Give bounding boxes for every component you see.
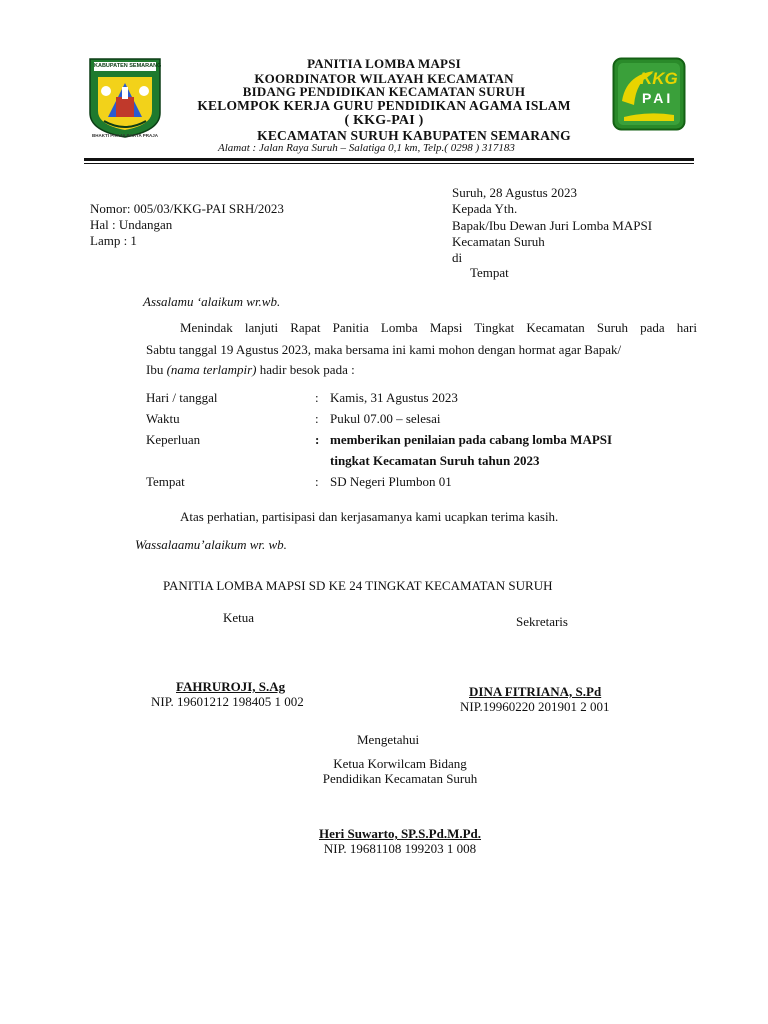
paragraph-line-2: Sabtu tanggal 19 Agustus 2023, maka bersama ini kami mohon dengan hormat agar Bapak/ xyxy=(146,342,622,357)
detail-label-place: Tempat xyxy=(146,474,185,489)
recipient-place: Kecamatan Suruh xyxy=(452,234,545,249)
head-title-1: Ketua Korwilcam Bidang xyxy=(333,756,467,771)
recipient-tempat: Tempat xyxy=(470,265,509,280)
acknowledge-label: Mengetahui xyxy=(357,732,420,747)
logo-kkg-text: KKG xyxy=(640,69,678,88)
paragraph-line-3-italic: (nama terlampir) xyxy=(166,362,257,377)
committee-title: PANITIA LOMBA MAPSI SD KE 24 TINGKAT KECAMATAN SURUH xyxy=(163,578,553,593)
detail-colon-purpose: : xyxy=(315,432,320,447)
detail-colon-time: : xyxy=(315,411,319,426)
letterhead-line-5: ( KKG-PAI ) xyxy=(344,113,424,128)
head-title-2: Pendidikan Kecamatan Suruh xyxy=(322,771,478,786)
letter-number: Nomor: 005/03/KKG-PAI SRH/2023 xyxy=(90,201,284,216)
letter-date: Suruh, 28 Agustus 2023 xyxy=(452,185,577,200)
paragraph-line-3-start: Ibu xyxy=(146,362,167,377)
detail-colon-place: : xyxy=(315,474,319,489)
detail-colon-day: : xyxy=(315,390,319,405)
detail-value-place: SD Negeri Plumbon 01 xyxy=(330,474,452,489)
closing-salam: Wassalaamu’alaikum wr. wb. xyxy=(135,537,287,552)
head-nip: NIP. 19681108 199203 1 008 xyxy=(323,841,477,856)
detail-value-purpose-2: tingkat Kecamatan Suruh tahun 2023 xyxy=(330,453,540,468)
detail-label-time: Waktu xyxy=(146,411,180,426)
recipient-name: Bapak/Ibu Dewan Juri Lomba MAPSI xyxy=(452,218,653,233)
chair-nip: NIP. 19601212 198405 1 002 xyxy=(151,694,304,709)
paragraph-line-3 xyxy=(146,362,355,378)
detail-label-day: Hari / tanggal xyxy=(146,390,218,405)
logo-top-text: KABUPATEN SEMARANG xyxy=(94,63,162,69)
letterhead-line-4: KELOMPOK KERJA GURU PENDIDIKAN AGAMA ISLAM xyxy=(197,98,571,113)
letterhead-divider-thin xyxy=(84,163,694,164)
letterhead-divider xyxy=(84,158,694,161)
greeting: Assalamu ‘alaikum wr.wb. xyxy=(143,294,281,309)
detail-value-day: Kamis, 31 Agustus 2023 xyxy=(330,390,458,405)
chair-title: Ketua xyxy=(223,610,255,625)
secretary-title: Sekretaris xyxy=(516,614,568,629)
letter-attachment: Lamp : 1 xyxy=(90,233,137,248)
recipient-label: Kepada Yth. xyxy=(452,201,518,216)
head-name: Heri Suwarto, SP.S.Pd.M.Pd. xyxy=(318,826,482,841)
letterhead-line-6: KECAMATAN SURUH KABUPATEN SEMARANG xyxy=(257,128,571,143)
detail-value-time: Pukul 07.00 – selesai xyxy=(330,411,441,426)
paragraph-line-3-end: hadir besok pada : xyxy=(256,362,355,377)
detail-label-purpose: Keperluan xyxy=(146,432,201,447)
letterhead-address: Alamat : Jalan Raya Suruh – Salatiga 0,1 km, Telp.( 0298 ) 317183 xyxy=(218,142,515,154)
letterhead-line-2: KOORDINATOR WILAYAH KECAMATAN xyxy=(254,71,514,86)
paragraph-line-1: Menindak lanjuti Rapat Panitia Lomba Mapsi Tingkat Kecamatan Suruh pada hari xyxy=(180,320,697,335)
logo-motto: BHAKTI PRAJA SARTA PRAJA xyxy=(91,133,159,138)
closing-text: Atas perhatian, partisipasi dan kerjasamanya kami ucapkan terima kasih. xyxy=(180,509,559,524)
secretary-name: DINA FITRIANA, S.Pd xyxy=(469,684,602,699)
letter-subject: Hal : Undangan xyxy=(90,217,173,232)
logo-pai-text: PAI xyxy=(642,90,674,106)
chair-name: FAHRUROJI, S.Ag xyxy=(176,679,286,694)
detail-value-purpose: memberikan penilaian pada cabang lomba MAPSI xyxy=(330,432,613,447)
recipient-di: di xyxy=(452,250,463,265)
letterhead-line-1: PANITIA LOMBA MAPSI xyxy=(307,56,461,71)
secretary-nip: NIP.19960220 201901 2 001 xyxy=(460,699,610,714)
letterhead-line-3: BIDANG PENDIDIKAN KECAMATAN SURUH xyxy=(242,84,526,99)
